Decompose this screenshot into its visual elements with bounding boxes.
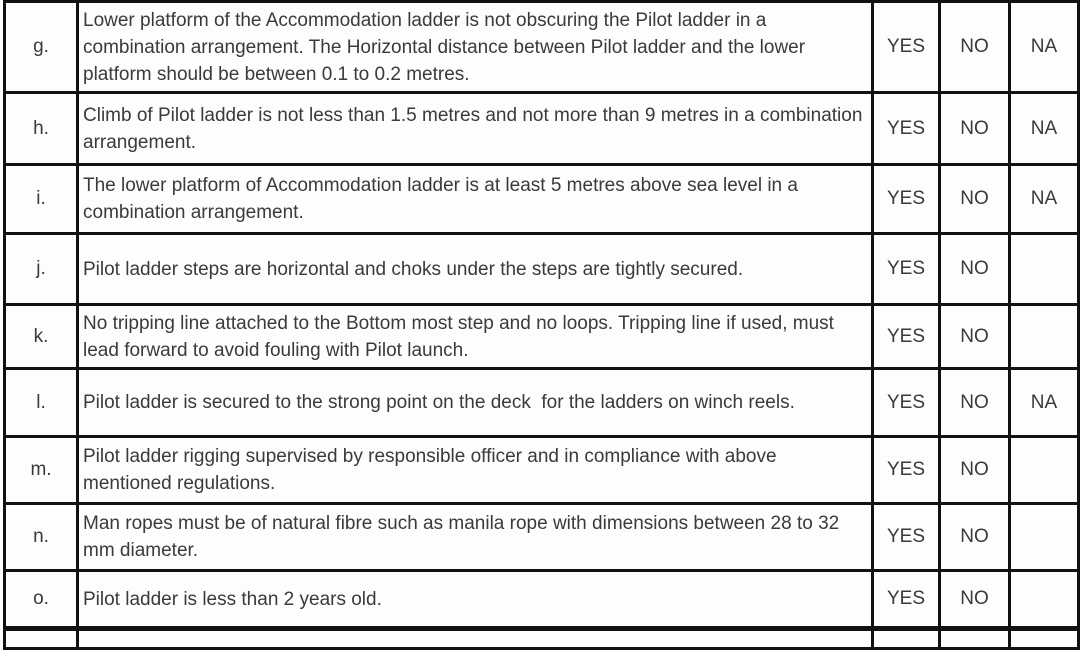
pilot-ladder-checklist-table — [3, 0, 1080, 650]
no-cell-empty — [940, 629, 1010, 649]
row-description: Pilot ladder is less than 2 years old. — [78, 571, 873, 629]
row-description: The lower platform of Accommodation ladder is at least 5 metres above sea level in a combination arrangement. — [78, 165, 873, 234]
yes-cell-empty — [873, 629, 940, 649]
row-letter: j. — [5, 234, 78, 305]
na-cell — [1010, 504, 1079, 571]
yes-cell: YES — [873, 234, 940, 305]
yes-cell: YES — [873, 165, 940, 234]
na-cell-empty — [1010, 629, 1079, 649]
no-cell: NO — [940, 234, 1010, 305]
na-cell — [1010, 234, 1079, 305]
table-row-partial-cutoff — [5, 629, 1079, 649]
row-letter: n. — [5, 504, 78, 571]
yes-cell: YES — [873, 504, 940, 571]
na-cell: NA — [1010, 369, 1079, 437]
na-cell: NA — [1010, 2, 1079, 93]
row-letter: i. — [5, 165, 78, 234]
no-cell: NO — [940, 165, 1010, 234]
no-cell: NO — [940, 305, 1010, 369]
row-letter: o. — [5, 571, 78, 629]
no-cell: NO — [940, 571, 1010, 629]
yes-cell: YES — [873, 571, 940, 629]
row-letter: l. — [5, 369, 78, 437]
no-cell: NO — [940, 93, 1010, 165]
row-letter: g. — [5, 2, 78, 93]
row-description: Climb of Pilot ladder is not less than 1.5 metres and not more than 9 metres in a combination arrangement. — [78, 93, 873, 165]
row-letter: m. — [5, 437, 78, 504]
yes-cell: YES — [873, 369, 940, 437]
table-row — [5, 504, 1079, 571]
row-letter: k. — [5, 305, 78, 369]
row-description: Pilot ladder steps are horizontal and choks under the steps are tightly secured. — [78, 234, 873, 305]
row-description-empty — [78, 629, 873, 649]
row-letter-empty — [5, 629, 78, 649]
na-cell — [1010, 305, 1079, 369]
table-row — [5, 234, 1079, 305]
row-description: Man ropes must be of natural fibre such as manila rope with dimensions between 28 to 32 mm diameter. — [78, 504, 873, 571]
table-row — [5, 437, 1079, 504]
row-description: Lower platform of the Accommodation ladder is not obscuring the Pilot ladder in a combination arrangement. The Horizontal distance between Pilot ladder and the lower platform should be between 0.1 to 0.2 metres. — [78, 2, 873, 93]
no-cell: NO — [940, 369, 1010, 437]
table-row — [5, 165, 1079, 234]
yes-cell: YES — [873, 93, 940, 165]
no-cell: NO — [940, 504, 1010, 571]
table-row — [5, 571, 1079, 629]
yes-cell: YES — [873, 437, 940, 504]
row-description: No tripping line attached to the Bottom most step and no loops. Tripping line if used, must lead forward to avoid fouling with Pilot launch. — [78, 305, 873, 369]
na-cell — [1010, 571, 1079, 629]
no-cell: NO — [940, 2, 1010, 93]
row-description: Pilot ladder rigging supervised by responsible officer and in compliance with above mentioned regulations. — [78, 437, 873, 504]
yes-cell: YES — [873, 305, 940, 369]
na-cell — [1010, 437, 1079, 504]
table-row — [5, 93, 1079, 165]
na-cell: NA — [1010, 165, 1079, 234]
table-row — [5, 369, 1079, 437]
row-letter: h. — [5, 93, 78, 165]
no-cell: NO — [940, 437, 1010, 504]
yes-cell: YES — [873, 2, 940, 93]
na-cell: NA — [1010, 93, 1079, 165]
table-row — [5, 2, 1079, 93]
row-description: Pilot ladder is secured to the strong point on the deck for the ladders on winch reels. — [78, 369, 873, 437]
table-row — [5, 305, 1079, 369]
